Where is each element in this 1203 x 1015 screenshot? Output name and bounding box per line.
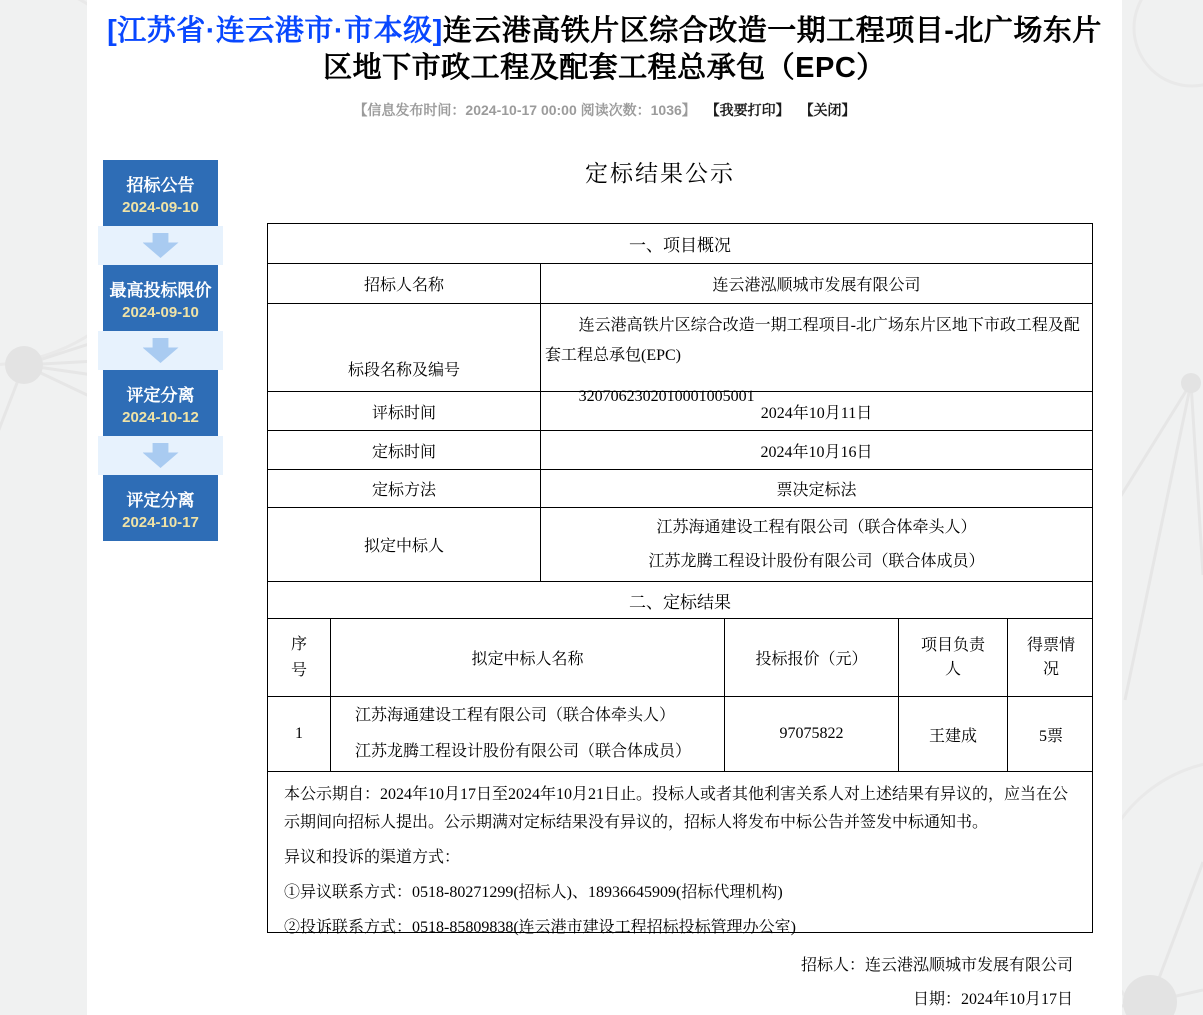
row-value: 2024年10月11日 bbox=[760, 404, 873, 422]
result-no: 1 bbox=[268, 697, 331, 771]
close-button[interactable]: 【关闭】 bbox=[799, 102, 856, 118]
notice-paragraph-2: 异议和投诉的渠道方式： bbox=[284, 849, 461, 866]
step-date: 2024-09-10 bbox=[122, 303, 199, 321]
row-value bbox=[541, 304, 1092, 405]
section1-header-row bbox=[268, 224, 1092, 264]
notice-text bbox=[268, 772, 1092, 936]
section-name-text: 连云港高铁片区综合改造一期工程项目-北广场东片区地下市政工程及配套工程总承包(EPC) bbox=[545, 317, 1080, 364]
timeline-connector bbox=[98, 226, 223, 265]
notice-paragraph-4: ②投诉联系方式：0518-85809838(连云港市建设工程招标投标管理办公室) bbox=[284, 919, 796, 936]
print-button[interactable]: 【我要打印】 bbox=[705, 102, 790, 118]
table-row-section-name bbox=[268, 304, 1092, 405]
column-header-no bbox=[268, 619, 331, 696]
results-data-row bbox=[268, 697, 1092, 772]
timeline-step-max-price[interactable] bbox=[103, 265, 218, 331]
row-value: 票决定标法 bbox=[776, 482, 857, 499]
step-date: 2024-09-10 bbox=[122, 198, 199, 216]
arrow-down-icon bbox=[143, 233, 179, 258]
step-date: 2024-10-17 bbox=[122, 513, 199, 531]
timeline-step-eval-separation-1[interactable] bbox=[103, 370, 218, 436]
step-date: 2024-10-12 bbox=[122, 408, 199, 426]
signature-bidder: 招标人：连云港泓顺城市发展有限公司 bbox=[800, 957, 1073, 974]
table-row-proposed-winner bbox=[268, 508, 1092, 582]
row-label: 定标方法 bbox=[268, 470, 541, 507]
arrow-down-icon bbox=[143, 443, 179, 468]
section2-title: 二、定标结果 bbox=[629, 592, 731, 612]
timeline-connector bbox=[98, 331, 223, 370]
result-winner-line1: 江苏海通建设工程有限公司（联合体牵头人） bbox=[355, 707, 676, 724]
document-heading: 定标结果公示 bbox=[585, 161, 735, 186]
timeline-step-eval-separation-2[interactable] bbox=[103, 475, 218, 541]
column-header-votes: 得票情况 bbox=[1026, 636, 1075, 678]
announcement-document bbox=[267, 161, 1093, 1015]
section2-header-row bbox=[268, 582, 1092, 619]
notice-row bbox=[268, 772, 1092, 936]
result-price: 97075822 bbox=[725, 697, 899, 771]
column-header-text: 序号 bbox=[290, 635, 307, 679]
section1-title: 一、项目概况 bbox=[629, 236, 731, 255]
column-header-price: 投标报价（元） bbox=[725, 619, 899, 696]
timeline-connector bbox=[98, 436, 223, 475]
result-manager: 王建成 bbox=[899, 697, 1008, 771]
notice-paragraph-3: ①异议联系方式：0518-80271299(招标人)、18936645909(招标代理机构) bbox=[284, 884, 783, 901]
table-row-award-method bbox=[268, 470, 1092, 508]
signature-block bbox=[267, 949, 1093, 1015]
winner-line1: 江苏海通建设工程有限公司（联合体牵头人） bbox=[656, 518, 977, 536]
result-winner-names bbox=[331, 697, 725, 771]
row-value: 2024年10月16日 bbox=[760, 443, 873, 461]
column-header-winner-name: 拟定中标人名称 bbox=[331, 619, 725, 696]
section-code-text: 3207062302010001005001 bbox=[578, 388, 755, 405]
winner-line2: 江苏龙腾工程设计股份有限公司（联合体成员） bbox=[648, 552, 985, 570]
row-label: 评标时间 bbox=[268, 392, 541, 430]
row-label: 招标人名称 bbox=[268, 264, 541, 303]
step-label: 最高投标限价 bbox=[109, 280, 212, 300]
row-value: 连云港泓顺城市发展有限公司 bbox=[712, 277, 921, 294]
signature-date: 日期：2024年10月17日 bbox=[912, 991, 1073, 1008]
row-value bbox=[541, 508, 1092, 581]
step-label: 评定分离 bbox=[126, 490, 195, 510]
info-bar bbox=[87, 100, 1122, 120]
publish-info: 【信息发布时间：2024-10-17 00:00 阅读次数：1036】 bbox=[353, 102, 696, 118]
column-header-manager: 项目负责人 bbox=[899, 619, 1008, 696]
timeline-step-tender-notice[interactable] bbox=[103, 160, 218, 226]
row-label: 标段名称及编号 bbox=[268, 304, 541, 391]
result-votes: 5票 bbox=[1038, 727, 1063, 745]
table-row-eval-time bbox=[268, 392, 1092, 431]
page-title bbox=[103, 0, 1107, 87]
table-row-award-time bbox=[268, 431, 1092, 470]
step-label: 招标公告 bbox=[126, 175, 195, 195]
step-label: 评定分离 bbox=[126, 385, 195, 405]
process-timeline bbox=[98, 160, 223, 541]
row-label: 定标时间 bbox=[268, 431, 541, 469]
title-project-name: 连云港高铁片区综合改造一期工程项目-北广场东片区地下市政工程及配套工程总承包（EPC） bbox=[323, 15, 1102, 84]
result-table bbox=[267, 223, 1093, 936]
notice-paragraph-1: 本公示期自：2024年10月17日至2024年10月21日止。投标人或者其他利害关系人对上述结果有异议的，应当在公示期间向招标人提出。公示期满对定标结果没有异议的，招标人将发布中标公告并签发中标通知书。 bbox=[284, 786, 1069, 831]
table-row-bidder bbox=[268, 264, 1092, 304]
arrow-down-icon bbox=[143, 338, 179, 363]
title-region-prefix: [江苏省·连云港市·市本级] bbox=[107, 15, 443, 47]
result-winner-line2: 江苏龙腾工程设计股份有限公司（联合体成员） bbox=[355, 743, 692, 760]
results-header-row bbox=[268, 619, 1092, 697]
row-label: 拟定中标人 bbox=[268, 508, 541, 581]
